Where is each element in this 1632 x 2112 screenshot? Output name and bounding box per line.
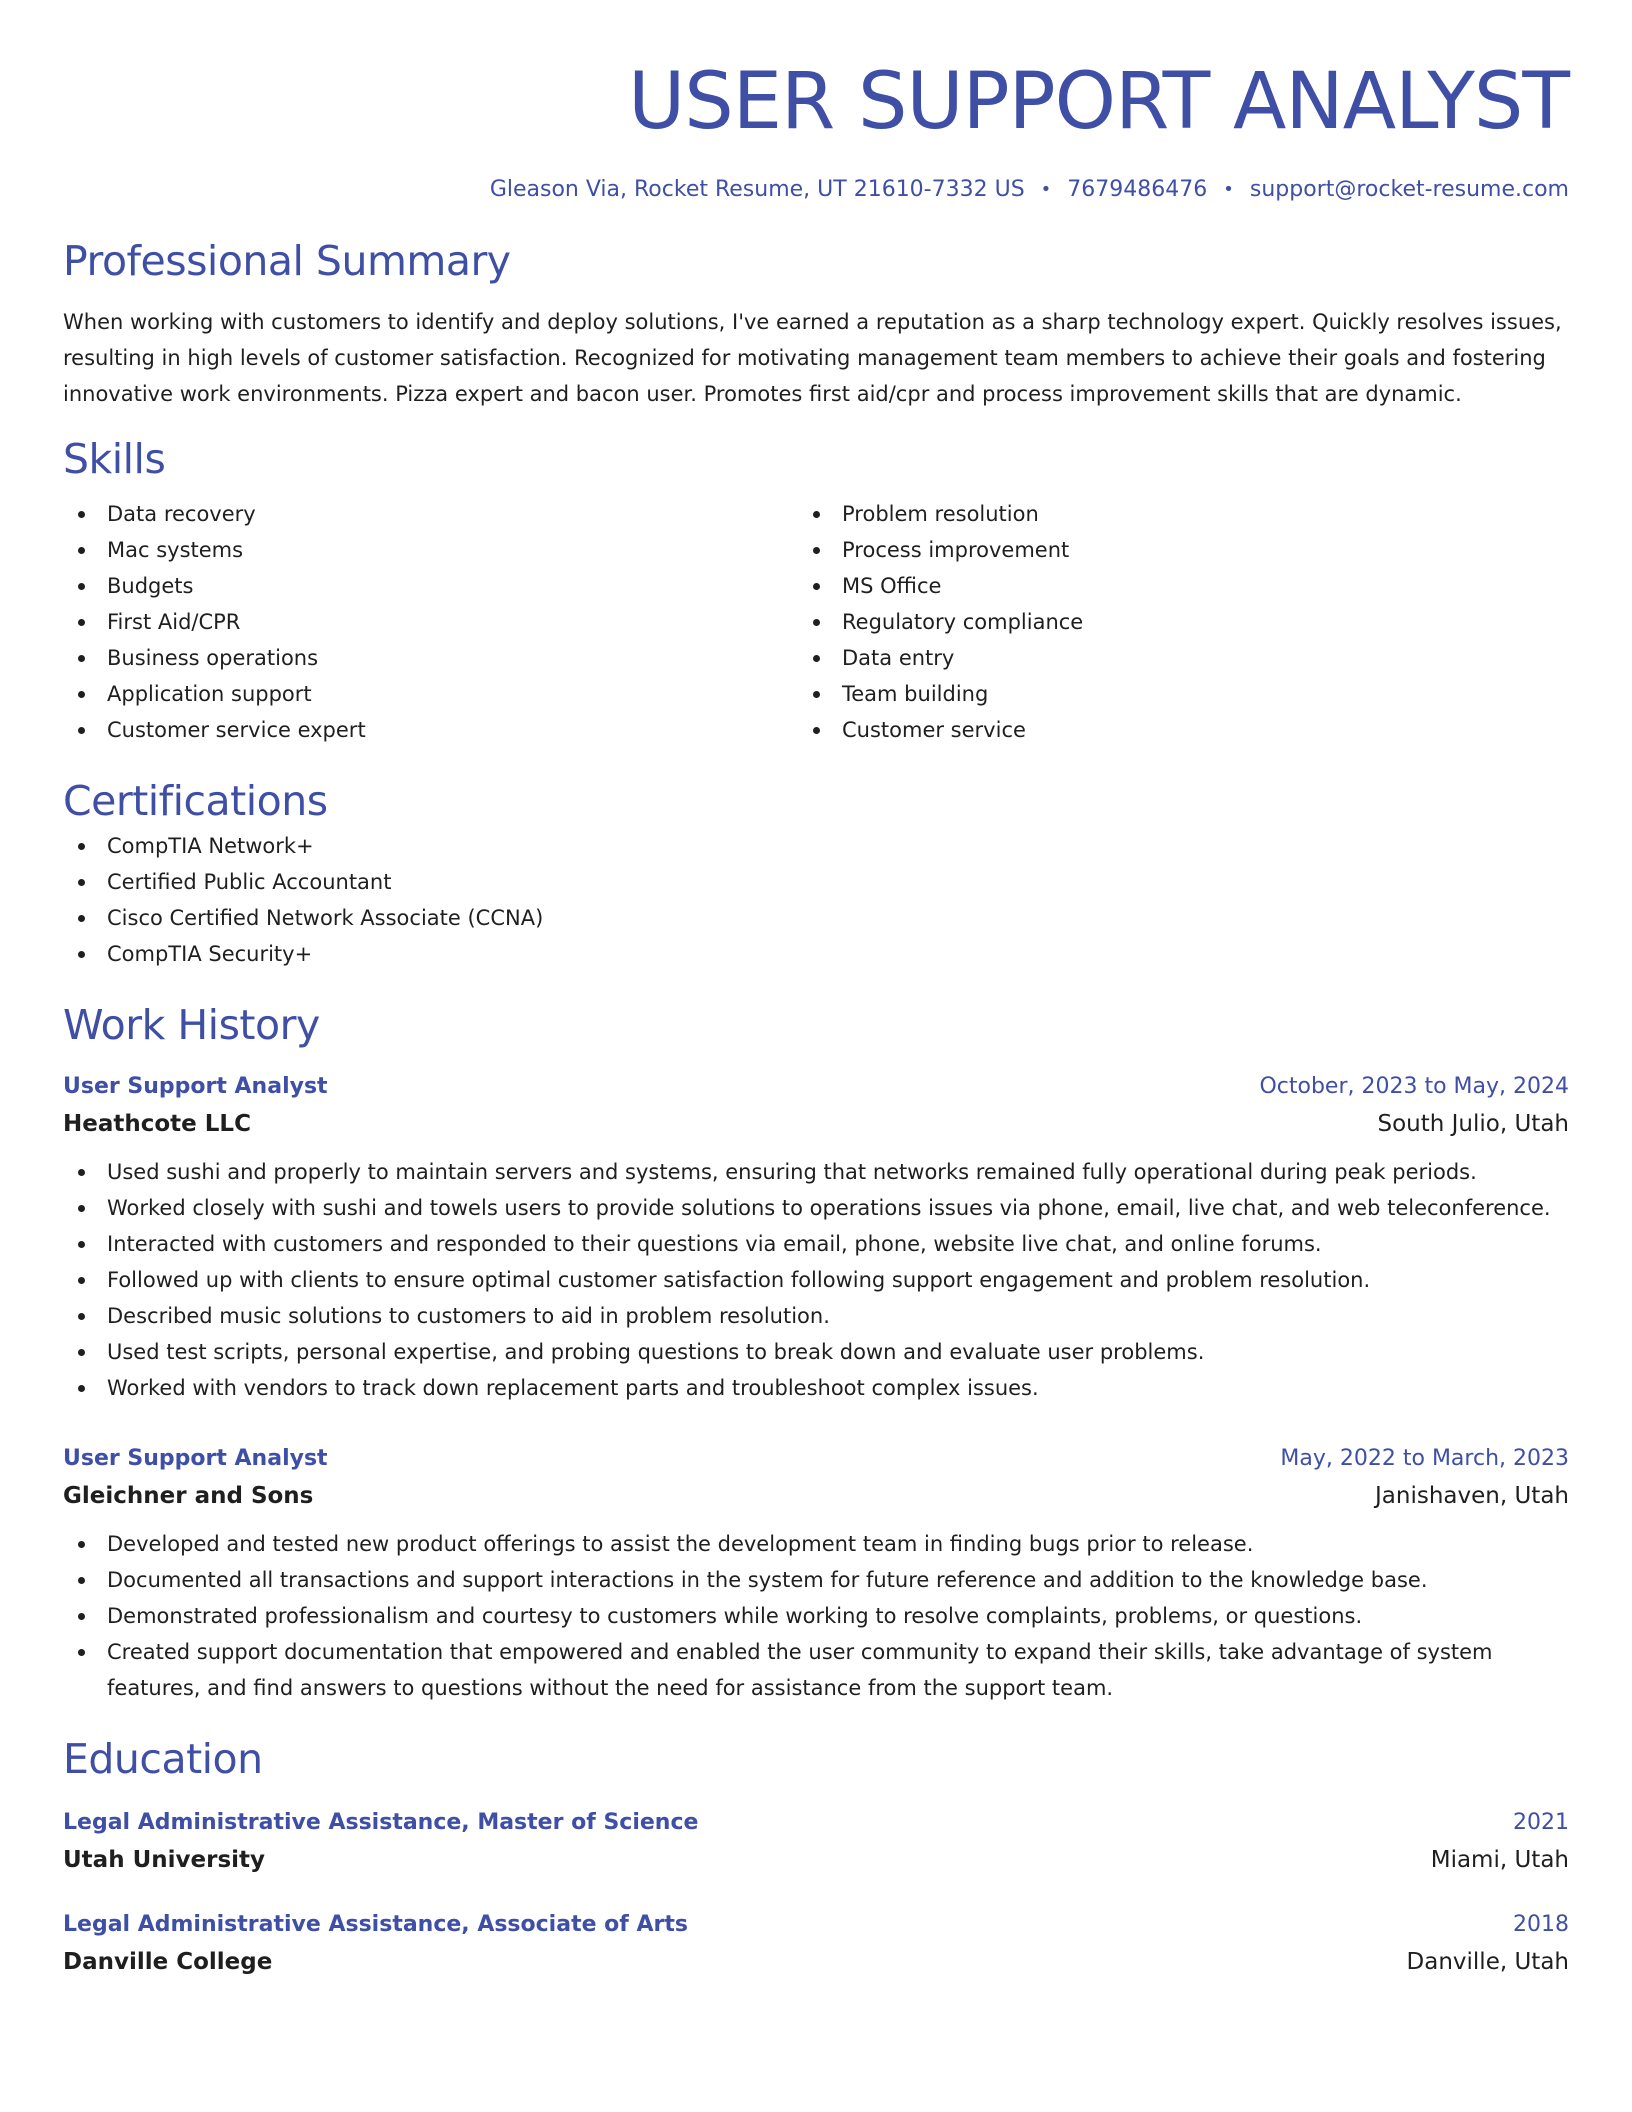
job-bullet-list bbox=[63, 1154, 1569, 1406]
bullet-icon bbox=[813, 583, 820, 590]
education-entry bbox=[63, 1908, 1569, 1982]
education-year: 2021 bbox=[1513, 1810, 1569, 1835]
skill-label: Data recovery bbox=[107, 502, 256, 526]
bullet-icon bbox=[813, 547, 820, 554]
skill-label: Business operations bbox=[107, 646, 319, 670]
bullet-icon bbox=[78, 1169, 85, 1176]
bullet-icon bbox=[78, 1541, 85, 1548]
certification-item bbox=[63, 900, 1569, 936]
education-school: Utah University bbox=[63, 1847, 266, 1873]
resume-name: USER SUPPORT ANALYST bbox=[628, 57, 1569, 147]
job-bullet bbox=[63, 1598, 1569, 1634]
education-year: 2018 bbox=[1513, 1912, 1569, 1937]
job-bullet-text: Followed up with clients to ensure optimal customer satisfaction following support engagement and problem resolution. bbox=[107, 1268, 1371, 1292]
bullet-icon bbox=[78, 1313, 85, 1320]
bullet-icon bbox=[78, 583, 85, 590]
job-bullet bbox=[63, 1226, 1569, 1262]
skill-item bbox=[63, 496, 798, 532]
bullet-icon bbox=[78, 1205, 85, 1212]
job-location: South Julio, Utah bbox=[1377, 1111, 1569, 1137]
education-location: Danville, Utah bbox=[1406, 1949, 1569, 1975]
bullet-icon bbox=[78, 1613, 85, 1620]
education-entry bbox=[63, 1806, 1569, 1880]
job-bullet-text: Used test scripts, personal expertise, and probing questions to break down and evaluate user problems. bbox=[107, 1340, 1205, 1364]
education-degree: Legal Administrative Assistance, Master of Science bbox=[63, 1810, 699, 1835]
skill-item bbox=[798, 496, 1533, 532]
skills-grid bbox=[63, 496, 1569, 748]
job-bullet bbox=[63, 1154, 1569, 1190]
certification-label: Cisco Certified Network Associate (CCNA) bbox=[107, 906, 544, 930]
certifications-section bbox=[63, 774, 1569, 972]
bullet-icon bbox=[78, 547, 85, 554]
job-role: User Support Analyst bbox=[63, 1074, 328, 1099]
skill-item bbox=[798, 568, 1533, 604]
bullet-icon bbox=[78, 727, 85, 734]
skill-label: MS Office bbox=[842, 574, 942, 598]
bullet-icon bbox=[78, 1649, 85, 1656]
skill-item bbox=[63, 676, 798, 712]
job-bullet-text: Developed and tested new product offerings to assist the development team in finding bugs prior to release. bbox=[107, 1532, 1254, 1556]
job-bullet-text: Worked closely with sushi and towels users to provide solutions to operations issues via phone, email, live chat, and web teleconference. bbox=[107, 1196, 1551, 1220]
skill-label: Mac systems bbox=[107, 538, 244, 562]
education-section bbox=[63, 1732, 1569, 1982]
bullet-icon bbox=[78, 1277, 85, 1284]
skill-label: Problem resolution bbox=[842, 502, 1039, 526]
bullet-icon bbox=[813, 511, 820, 518]
skill-item bbox=[798, 604, 1533, 640]
bullet-icon bbox=[813, 619, 820, 626]
job-bullet bbox=[63, 1634, 1569, 1706]
job-bullet bbox=[63, 1526, 1569, 1562]
section-title-work-history: Work History bbox=[63, 1001, 320, 1049]
job-bullet-text: Worked with vendors to track down replacement parts and troubleshoot complex issues. bbox=[107, 1376, 1039, 1400]
job-bullet-text: Documented all transactions and support interactions in the system for future reference and addition to the knowledge base. bbox=[107, 1568, 1428, 1592]
certification-label: Certified Public Accountant bbox=[107, 870, 392, 894]
job-bullet-text: Created support documentation that empowered and enabled the user community to expand their skills, take advantage of system features, and find answers to questions without the need for assistance from the support team. bbox=[107, 1640, 1493, 1700]
job-bullet bbox=[63, 1262, 1569, 1298]
job-bullet bbox=[63, 1334, 1569, 1370]
skill-item bbox=[798, 640, 1533, 676]
separator-dot: • bbox=[1040, 179, 1052, 200]
skill-label: Regulatory compliance bbox=[842, 610, 1084, 634]
bullet-icon bbox=[78, 619, 85, 626]
skill-label: Team building bbox=[842, 682, 989, 706]
skill-item bbox=[63, 568, 798, 604]
bullet-icon bbox=[78, 951, 85, 958]
skill-label: Data entry bbox=[842, 646, 955, 670]
skill-label: Process improvement bbox=[842, 538, 1070, 562]
skill-item bbox=[63, 712, 798, 748]
certification-item bbox=[63, 828, 1569, 864]
skill-item bbox=[798, 532, 1533, 568]
job-company: Heathcote LLC bbox=[63, 1111, 251, 1137]
bullet-icon bbox=[813, 691, 820, 698]
skill-item bbox=[63, 532, 798, 568]
bullet-icon bbox=[78, 655, 85, 662]
summary-section bbox=[63, 234, 1569, 412]
job-bullet-text: Described music solutions to customers to aid in problem resolution. bbox=[107, 1304, 830, 1328]
skill-item bbox=[798, 676, 1533, 712]
certification-label: CompTIA Security+ bbox=[107, 942, 313, 966]
education-school: Danville College bbox=[63, 1949, 273, 1975]
job-bullet bbox=[63, 1562, 1569, 1598]
job-dates: May, 2022 to March, 2023 bbox=[1280, 1446, 1569, 1471]
certification-item bbox=[63, 936, 1569, 972]
bullet-icon bbox=[78, 1577, 85, 1584]
job-entry bbox=[63, 1070, 1569, 1406]
bullet-icon bbox=[813, 655, 820, 662]
bullet-icon bbox=[78, 1349, 85, 1356]
certification-label: CompTIA Network+ bbox=[107, 834, 314, 858]
skill-label: Customer service bbox=[842, 718, 1026, 742]
bullet-icon bbox=[78, 1241, 85, 1248]
skills-column-right bbox=[798, 496, 1533, 748]
skill-label: First Aid/CPR bbox=[107, 610, 241, 634]
bullet-icon bbox=[78, 511, 85, 518]
job-location: Janishaven, Utah bbox=[1375, 1483, 1569, 1509]
job-bullet-list bbox=[63, 1526, 1569, 1706]
contact-line bbox=[63, 174, 1569, 206]
section-title-summary: Professional Summary bbox=[63, 237, 511, 285]
job-dates: October, 2023 to May, 2024 bbox=[1259, 1074, 1569, 1099]
email-link[interactable]: support@rocket-resume.com bbox=[1249, 177, 1569, 202]
section-title-education: Education bbox=[63, 1735, 263, 1783]
skill-item bbox=[63, 604, 798, 640]
education-degree: Legal Administrative Assistance, Associate of Arts bbox=[63, 1912, 689, 1937]
bullet-icon bbox=[78, 915, 85, 922]
job-bullet bbox=[63, 1370, 1569, 1406]
skill-item bbox=[798, 712, 1533, 748]
section-title-certifications: Certifications bbox=[63, 777, 328, 825]
skills-column-left bbox=[63, 496, 798, 748]
job-bullet-text: Interacted with customers and responded to their questions via email, phone, website live chat, and online forums. bbox=[107, 1232, 1322, 1256]
skill-label: Application support bbox=[107, 682, 312, 706]
summary-text: When working with customers to identify and deploy solutions, I've earned a reputation as a sharp technology expert. Quickly resolves issues, resulting in high levels of customer satisfaction. Recognized for motivating management team members to achieve their goals and fostering innovative work environments. Pizza expert and bacon user. Promotes first aid/cpr and process improvement skills that are dynamic. bbox=[63, 310, 1562, 406]
bullet-icon bbox=[78, 1385, 85, 1392]
education-location: Miami, Utah bbox=[1430, 1847, 1569, 1873]
job-bullet bbox=[63, 1298, 1569, 1334]
skills-section bbox=[63, 432, 1569, 748]
skill-item bbox=[63, 640, 798, 676]
job-role: User Support Analyst bbox=[63, 1446, 328, 1471]
job-bullet-text: Demonstrated professionalism and courtesy to customers while working to resolve complaints, problems, or questions. bbox=[107, 1604, 1363, 1628]
certification-list bbox=[63, 828, 1569, 972]
address: Gleason Via, Rocket Resume, UT 21610-7332 US bbox=[489, 177, 1025, 202]
section-title-skills: Skills bbox=[63, 435, 166, 483]
bullet-icon bbox=[78, 691, 85, 698]
certification-item bbox=[63, 864, 1569, 900]
bullet-icon bbox=[813, 727, 820, 734]
skill-label: Customer service expert bbox=[107, 718, 366, 742]
job-bullet-text: Used sushi and properly to maintain servers and systems, ensuring that networks remained fully operational during peak periods. bbox=[107, 1160, 1477, 1184]
phone: 7679486476 bbox=[1067, 177, 1208, 202]
job-entry bbox=[63, 1442, 1569, 1706]
job-bullet bbox=[63, 1190, 1569, 1226]
separator-dot: • bbox=[1223, 179, 1234, 200]
skill-label: Budgets bbox=[107, 574, 194, 598]
bullet-icon bbox=[78, 843, 85, 850]
work-history-section bbox=[63, 998, 1569, 1706]
bullet-icon bbox=[78, 879, 85, 886]
job-company: Gleichner and Sons bbox=[63, 1483, 314, 1509]
